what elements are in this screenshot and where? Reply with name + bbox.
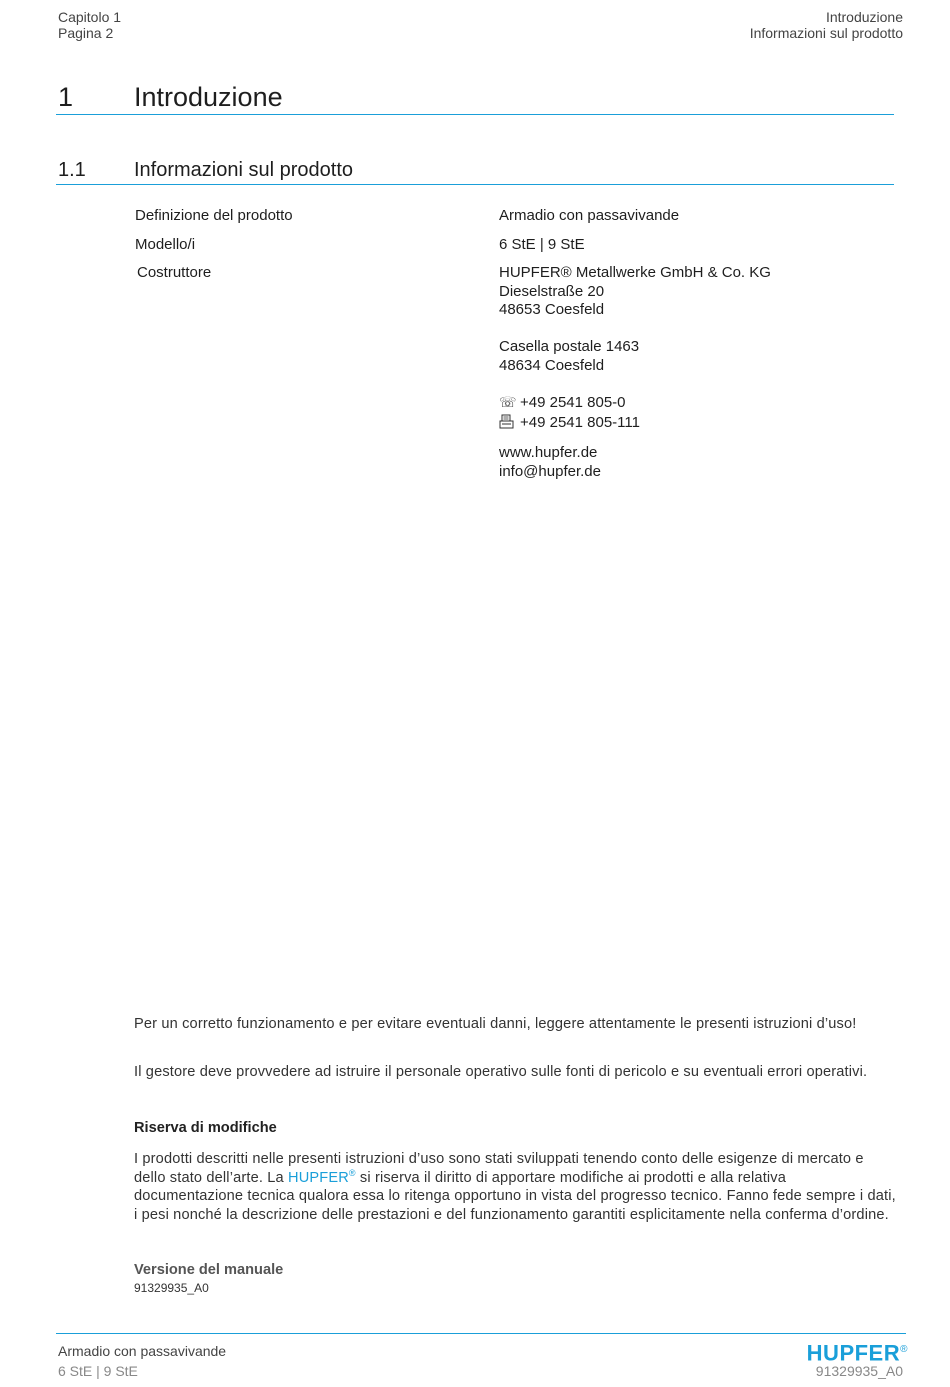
- heading1-number: 1: [58, 82, 74, 112]
- manufacturer-fax: +49 2541 805-111: [520, 414, 640, 431]
- reserve-brand: HUPFER: [288, 1169, 349, 1186]
- model-label: Modello/i: [135, 236, 196, 253]
- heading2-number: 1.1: [58, 159, 86, 181]
- manufacturer-pobox-block: [499, 338, 639, 375]
- manufacturer-street: Dieselstraße 20: [499, 282, 605, 300]
- manufacturer-pobox-city: 48634 Coesfeld: [499, 356, 605, 374]
- fax-icon: [499, 413, 515, 432]
- header-page: Pagina 2: [58, 25, 114, 41]
- heading1-rule: [56, 114, 894, 115]
- heading2-title: Informazioni sul prodotto: [134, 159, 354, 181]
- reserve-brand-mark: ®: [348, 1167, 356, 1178]
- footer-doc-number: 91329935_A0: [815, 1363, 903, 1379]
- hupfer-logo-mark: ®: [900, 1344, 908, 1355]
- manufacturer-email[interactable]: info@hupfer.de: [499, 462, 601, 480]
- hupfer-logo-text: HUPFER: [806, 1340, 901, 1366]
- manufacturer-address: [499, 264, 899, 320]
- intro-paragraph-2: Il gestore deve provvedere ad istruire il personale operativo sulle fonti di pericolo e su eventuali errori operativi.: [134, 1064, 868, 1080]
- definition-value: Armadio con passavivande: [499, 207, 680, 224]
- footer-rule: [56, 1333, 906, 1334]
- manufacturer-name: HUPFER® Metallwerke GmbH & Co. KG: [499, 264, 771, 281]
- manufacturer-web-block: [499, 444, 601, 481]
- model-value: 6 StE | 9 StE: [499, 236, 585, 253]
- manufacturer-web[interactable]: www.hupfer.de: [499, 444, 598, 461]
- manufacturer-phone: +49 2541 805-0: [520, 394, 626, 411]
- footer-product: Armadio con passavivande: [58, 1343, 227, 1359]
- header-chapter: Capitolo 1: [58, 9, 122, 25]
- header-section: Introduzione: [825, 9, 903, 25]
- manufacturer-pobox: Casella postale 1463: [499, 338, 640, 355]
- definition-label: Definizione del prodotto: [135, 207, 293, 224]
- heading2-rule: [56, 184, 894, 185]
- reserve-paragraph: [134, 1150, 896, 1224]
- heading1-title: Introduzione: [134, 82, 283, 112]
- manufacturer-label: Costruttore: [137, 264, 212, 281]
- manufacturer-city: 48653 Coesfeld: [499, 301, 605, 318]
- intro-paragraph-1: Per un corretto funzionamento e per evitare eventuali danni, leggere attentamente le presenti istruzioni d’uso!: [134, 1016, 857, 1032]
- manufacturer-fax-row: [499, 413, 640, 433]
- phone-icon: ☏: [499, 394, 517, 410]
- hupfer-logo: [807, 1339, 908, 1364]
- reserve-heading: Riserva di modifiche: [134, 1120, 277, 1136]
- reserve-text-before: I prodotti descritti nelle presenti istruzioni d’uso sono stati sviluppati tenendo conto delle esigenze di mercato e dello stato dell’arte. La: [134, 1151, 864, 1186]
- reserve-text-after: si riserva il diritto di apportare modifiche ai prodotti e alla relativa documentazione tecnica qualora essa lo ritenga opportuno in vista del progresso tecnico. Fanno fede sempre i dati, i pesi nonché la descrizione delle prestazioni e del funzionamento garantiti esplicitamente nella conferma d’ordine.: [134, 1169, 896, 1223]
- footer-models: 6 StE | 9 StE: [58, 1363, 138, 1379]
- header-subsection: Informazioni sul prodotto: [749, 25, 903, 41]
- manufacturer-phone-row: [499, 393, 626, 413]
- version-value: 91329935_A0: [134, 1281, 209, 1295]
- version-heading: Versione del manuale: [134, 1262, 284, 1278]
